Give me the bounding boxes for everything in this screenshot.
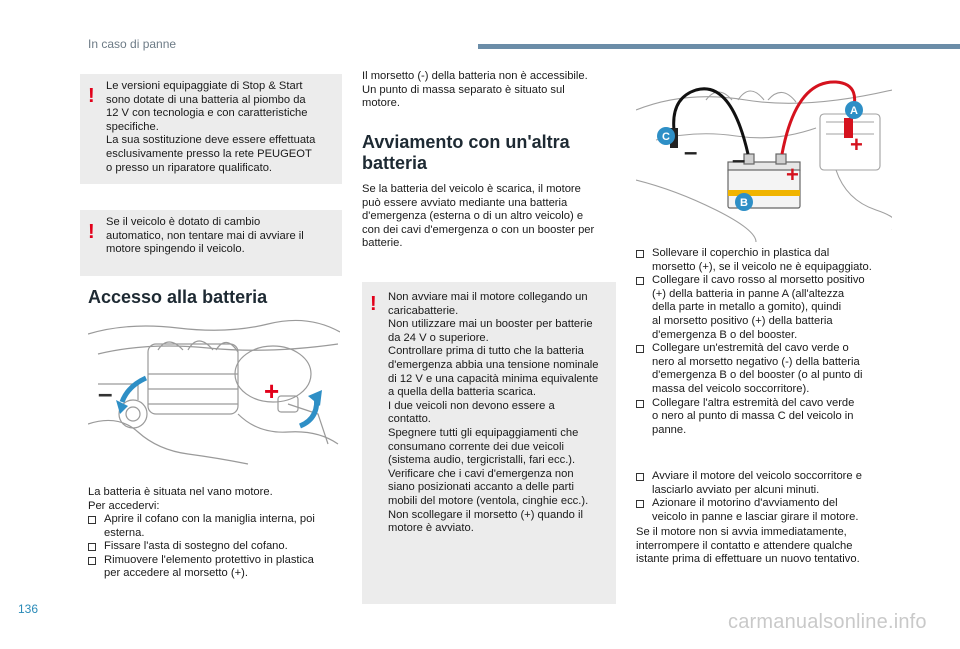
jump-start-outro: Se il motore non si avvia immediatamente, interrompere il contatto e attendere qualche istante prima di effettuare un nuovo tentativo. bbox=[636, 526, 860, 566]
plus-label-1: + bbox=[786, 162, 799, 187]
plus-label-2: + bbox=[850, 132, 863, 157]
list-item: Aprire il cofano con la maniglia interna, poi esterna. bbox=[88, 513, 342, 540]
list-item: Collegare l'altra estremità del cavo verde o nero al punto di massa C del veicolo in panne. bbox=[636, 397, 896, 438]
arrow-minus-indicator bbox=[122, 378, 146, 402]
checkbox-icon bbox=[88, 543, 96, 551]
warning-gearbox-text: Se il veicolo è dotato di cambio automatico, non tentare mai di avviare il motore spingendo il veicolo. bbox=[106, 216, 304, 256]
jump-start-steps bbox=[636, 247, 896, 437]
header-accent-bar bbox=[478, 44, 960, 49]
jump-start-illustration bbox=[636, 70, 892, 242]
checkbox-icon bbox=[88, 557, 96, 565]
watermark: carmanualsonline.info bbox=[728, 611, 927, 633]
list-item: Collegare il cavo rosso al morsetto positivo (+) della batteria in panne A (all'altezza della parte in metallo a gomito), quindi al morsetto positivo (+) della batteria d'emergenza B o del booster. bbox=[636, 274, 896, 342]
minus-label-2: – bbox=[732, 147, 746, 174]
callout-a: A bbox=[850, 105, 858, 117]
checkbox-icon bbox=[636, 473, 644, 481]
jump-start-steps-2 bbox=[636, 470, 896, 524]
engine-bay-drawing bbox=[88, 314, 340, 476]
warning-jump-start bbox=[362, 282, 616, 604]
list-item: Sollevare il coperchio in plastica dal morsetto (+), se il veicolo ne è equipaggiato. bbox=[636, 247, 896, 274]
list-item: Rimuovere l'elemento protettivo in plastica per accedere al morsetto (+). bbox=[88, 554, 342, 581]
list-item: Collegare un'estremità del cavo verde o nero al morsetto negativo (-) della batteria d'emergenza B o del booster (o al punto di massa del veicolo soccorritore). bbox=[636, 342, 896, 396]
exclamation-warning-icon: ! bbox=[88, 221, 95, 243]
checkbox-icon bbox=[636, 345, 644, 353]
minus-terminal-label: – bbox=[98, 378, 113, 408]
callout-b: B bbox=[740, 197, 748, 209]
jump-start-intro: Se la batteria del veicolo è scarica, il motore può essere avviato mediante una batteria d'emergenza (esterna o di un altro veicolo) e con dei cavi d'emergenza o con un booster per batterie. bbox=[362, 183, 595, 250]
terminal-note: Il morsetto (-) della batteria non è accessibile. Un punto di massa separato è situato sul motore. bbox=[362, 70, 588, 110]
callout-c: C bbox=[662, 131, 670, 143]
engine-bay-illustration bbox=[88, 314, 340, 476]
exclamation-warning-icon: ! bbox=[370, 293, 377, 315]
checkbox-icon bbox=[88, 516, 96, 524]
list-item: Azionare il motorino d'avviamento del veicolo in panne e lasciar girare il motore. bbox=[636, 497, 896, 524]
checkbox-icon bbox=[636, 277, 644, 285]
exclamation-warning-icon: ! bbox=[88, 85, 95, 107]
checkbox-icon bbox=[636, 500, 644, 508]
red-cable bbox=[782, 82, 855, 154]
minus-label-1: – bbox=[684, 139, 698, 166]
section-title: In caso di panne bbox=[88, 37, 177, 51]
battery-access-intro: La batteria è situata nel vano motore. Per accedervi: bbox=[88, 486, 273, 512]
checkbox-icon bbox=[636, 250, 644, 258]
plus-terminal-label: + bbox=[264, 376, 280, 406]
warning-stop-start-text: Le versioni equipaggiate di Stop & Start sono dotate di una batteria al piombo da 12 V con tecnologia e con caratteristiche specifiche. La sua sostituzione deve essere effettuata esclusivamente presso la rete PEUGEOT o presso un riparatore qualificato. bbox=[106, 80, 316, 174]
warning-jump-start-text: Non avviare mai il motore collegando un caricabatterie. Non utilizzare mai un booster per batterie da 24 V o superiore. Controllare prima di tutto che la batteria d'emergenza abbia una tensione nominale di 12 V e una capacità minima equivalente a quella della batteria scarica. I due veicoli non devono essere a contatto. Spegnere tutti gli equipaggiamenti che consumano corrente dei due veicoli (sistema audio, tergicristalli, fari ecc.). Verificare che i cavi d'emergenza non siano posizionati accanto a delle parti mobili del motore (ventola, cinghie ecc.). Non scollegare il morsetto (+) quando il motore è avviato. bbox=[388, 291, 599, 535]
list-item: Fissare l'asta di sostegno del cofano. bbox=[88, 540, 342, 554]
page-number: 136 bbox=[18, 602, 39, 616]
battery-access-steps bbox=[88, 513, 342, 581]
warning-stop-start bbox=[80, 74, 342, 184]
checkbox-icon bbox=[636, 400, 644, 408]
battery-access-title: Accesso alla batteria bbox=[88, 287, 268, 307]
jump-start-drawing bbox=[636, 70, 892, 242]
list-item: Avviare il motore del veicolo soccorritore e lasciarlo avviato per alcuni minuti. bbox=[636, 470, 896, 497]
warning-gearbox bbox=[80, 210, 342, 276]
jump-start-title: Avviamento con un'altra batteria bbox=[362, 132, 570, 173]
